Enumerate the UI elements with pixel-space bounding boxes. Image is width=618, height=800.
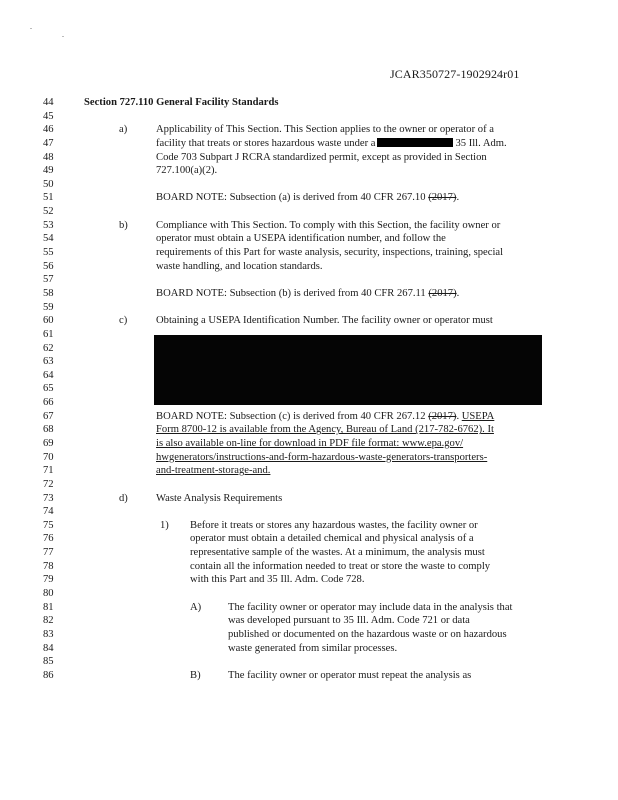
struck-text: (2017) xyxy=(428,192,457,204)
line-number: 65 xyxy=(43,383,54,395)
line-text: b) xyxy=(119,219,128,231)
redaction-block xyxy=(154,335,542,405)
document-line xyxy=(0,151,618,164)
struck-text: (2017) xyxy=(428,410,457,422)
line-text: Obtaining a USEPA Identification Number. The facility owner or operator must xyxy=(156,315,493,327)
line-text: facility that treats or stores hazardous waste under a 35 Ill. Adm. xyxy=(156,137,507,149)
line-text: d) xyxy=(119,492,128,504)
line-number: 76 xyxy=(43,533,54,545)
line-text: BOARD NOTE: Subsection (b) is derived from 40 CFR 267.11 (2017). xyxy=(156,287,460,299)
document-line xyxy=(0,314,618,327)
line-text xyxy=(156,451,487,464)
line-number: 46 xyxy=(43,124,54,136)
line-number: 49 xyxy=(43,165,54,177)
line-number: 78 xyxy=(43,560,54,572)
line-text: with this Part and 35 Ill. Adm. Code 728. xyxy=(190,574,365,586)
document-line xyxy=(0,301,618,314)
document-line xyxy=(0,96,618,109)
document-line xyxy=(0,642,618,655)
document-line xyxy=(0,669,618,682)
line-number: 77 xyxy=(43,547,54,559)
document-line xyxy=(0,601,618,614)
document-line xyxy=(0,573,618,586)
line-number: 50 xyxy=(43,178,54,190)
line-text: operator must obtain a detailed chemical and physical analysis of a xyxy=(190,533,474,545)
line-text: Compliance with This Section. To comply with this Section, the facility owner or xyxy=(156,219,501,231)
line-number: 48 xyxy=(43,151,54,163)
line-text: The facility owner or operator must repeat the analysis as xyxy=(228,669,472,681)
line-number: 67 xyxy=(43,410,54,422)
line-text: The facility owner or operator may include data in the analysis that xyxy=(228,601,513,613)
line-number: 55 xyxy=(43,247,54,259)
line-text: waste handling, and location standards. xyxy=(156,260,323,272)
line-text: was developed pursuant to 35 Ill. Adm. Code 721 or data xyxy=(228,615,470,627)
inline-redaction xyxy=(377,138,453,147)
line-text: B) xyxy=(190,669,201,681)
document-line xyxy=(0,628,618,641)
line-text: representative sample of the wastes. At a minimum, the analysis must xyxy=(190,547,485,559)
document-line xyxy=(0,532,618,545)
line-text: BOARD NOTE: Subsection (c) is derived from 40 CFR 267.12 (2017). USEPA xyxy=(156,410,495,422)
struck-text: (2017) xyxy=(428,287,457,299)
document-line xyxy=(0,587,618,600)
document-id: JCAR350727-1902924r01 xyxy=(390,67,520,81)
line-number: 45 xyxy=(43,110,54,122)
section-heading: Section 727.110 General Facility Standards xyxy=(84,97,279,108)
line-text: Applicability of This Section. This Section applies to the owner or operator of a xyxy=(156,124,494,136)
line-number: 60 xyxy=(43,315,54,327)
line-text xyxy=(156,423,494,436)
line-number: 75 xyxy=(43,519,54,531)
scan-speck xyxy=(62,36,64,37)
line-number: 56 xyxy=(43,260,54,272)
line-text: Before it treats or stores any hazardous wastes, the facility owner or xyxy=(190,519,478,531)
document-line xyxy=(0,260,618,273)
document-line xyxy=(0,164,618,177)
line-number: 69 xyxy=(43,438,54,449)
line-number: 73 xyxy=(43,492,54,504)
line-number: 72 xyxy=(43,478,54,490)
document-line xyxy=(0,423,618,436)
document-line xyxy=(0,287,618,300)
document-line xyxy=(0,232,618,245)
line-number: 79 xyxy=(43,574,54,586)
line-number: 80 xyxy=(43,588,54,600)
line-text: published or documented on the hazardous waste or on hazardous xyxy=(228,628,507,640)
line-number: 85 xyxy=(43,656,54,668)
document-line xyxy=(0,505,618,518)
document-line xyxy=(0,437,618,450)
document-line xyxy=(0,410,618,423)
line-number: 44 xyxy=(43,97,54,108)
line-number: 57 xyxy=(43,274,54,286)
line-text: requirements of this Part for waste analysis, security, inspections, training, special xyxy=(156,247,504,259)
line-text: Code 703 Subpart J RCRA standardized permit, except as provided in Section xyxy=(156,151,487,163)
line-number: 61 xyxy=(43,328,54,340)
line-number: 68 xyxy=(43,424,54,436)
underlined-text: and-treatment-storage-and. xyxy=(156,465,271,477)
line-number: 84 xyxy=(43,642,54,654)
document-line xyxy=(0,191,618,204)
line-number: 59 xyxy=(43,301,54,313)
line-text: contain all the information needed to treat or store the waste to comply xyxy=(190,560,491,572)
line-text xyxy=(156,464,270,477)
document-line xyxy=(0,492,618,505)
document-line xyxy=(0,546,618,559)
line-number: 52 xyxy=(43,206,54,218)
line-text: Waste Analysis Requirements xyxy=(156,492,283,504)
document-line xyxy=(0,464,618,477)
line-number: 71 xyxy=(43,465,54,477)
line-text: a) xyxy=(119,124,128,136)
line-text xyxy=(156,437,463,450)
line-number: 64 xyxy=(43,369,54,381)
document-line xyxy=(0,560,618,573)
document-line xyxy=(0,205,618,218)
document-line xyxy=(0,219,618,232)
document-line xyxy=(0,451,618,464)
underlined-text: Form 8700-12 is available from the Agency, Bureau of Land (217-782-6762). It xyxy=(156,424,494,436)
line-number: 82 xyxy=(43,615,54,627)
document-line xyxy=(0,478,618,491)
line-number: 51 xyxy=(43,192,54,204)
document-line xyxy=(0,273,618,286)
line-number: 83 xyxy=(43,628,54,640)
line-number: 58 xyxy=(43,287,54,299)
line-number: 62 xyxy=(43,342,54,354)
document-line xyxy=(0,178,618,191)
underlined-text: is also available on-line for download in PDF file format: www.epa.gov/ xyxy=(156,438,464,449)
line-number: 53 xyxy=(43,219,54,231)
line-number: 81 xyxy=(43,601,54,613)
line-number: 66 xyxy=(43,397,54,409)
line-number: 86 xyxy=(43,669,54,681)
document-line xyxy=(0,614,618,627)
document-line xyxy=(0,519,618,532)
underlined-text: USEPA xyxy=(461,410,495,422)
line-text: c) xyxy=(119,315,128,327)
line-text: operator must obtain a USEPA identification number, and follow the xyxy=(156,233,446,245)
line-number: 47 xyxy=(43,137,54,149)
document-line xyxy=(0,246,618,259)
line-text: BOARD NOTE: Subsection (a) is derived from 40 CFR 267.10 (2017). xyxy=(156,192,460,204)
underlined-text: hwgenerators/instructions-and-form-hazardous-waste-generators-transporters- xyxy=(156,451,488,463)
document-line xyxy=(0,110,618,123)
line-text: A) xyxy=(190,601,202,613)
line-text: 1) xyxy=(160,519,169,531)
line-number: 70 xyxy=(43,451,54,463)
document-line xyxy=(0,655,618,668)
document-line xyxy=(0,137,618,150)
document-line xyxy=(0,123,618,136)
line-number: 74 xyxy=(43,506,54,518)
line-text: waste generated from similar processes. xyxy=(228,642,398,654)
scan-speck xyxy=(30,28,32,29)
line-number: 63 xyxy=(43,356,54,368)
line-number: 54 xyxy=(43,233,54,245)
line-text: 727.100(a)(2). xyxy=(156,165,218,177)
